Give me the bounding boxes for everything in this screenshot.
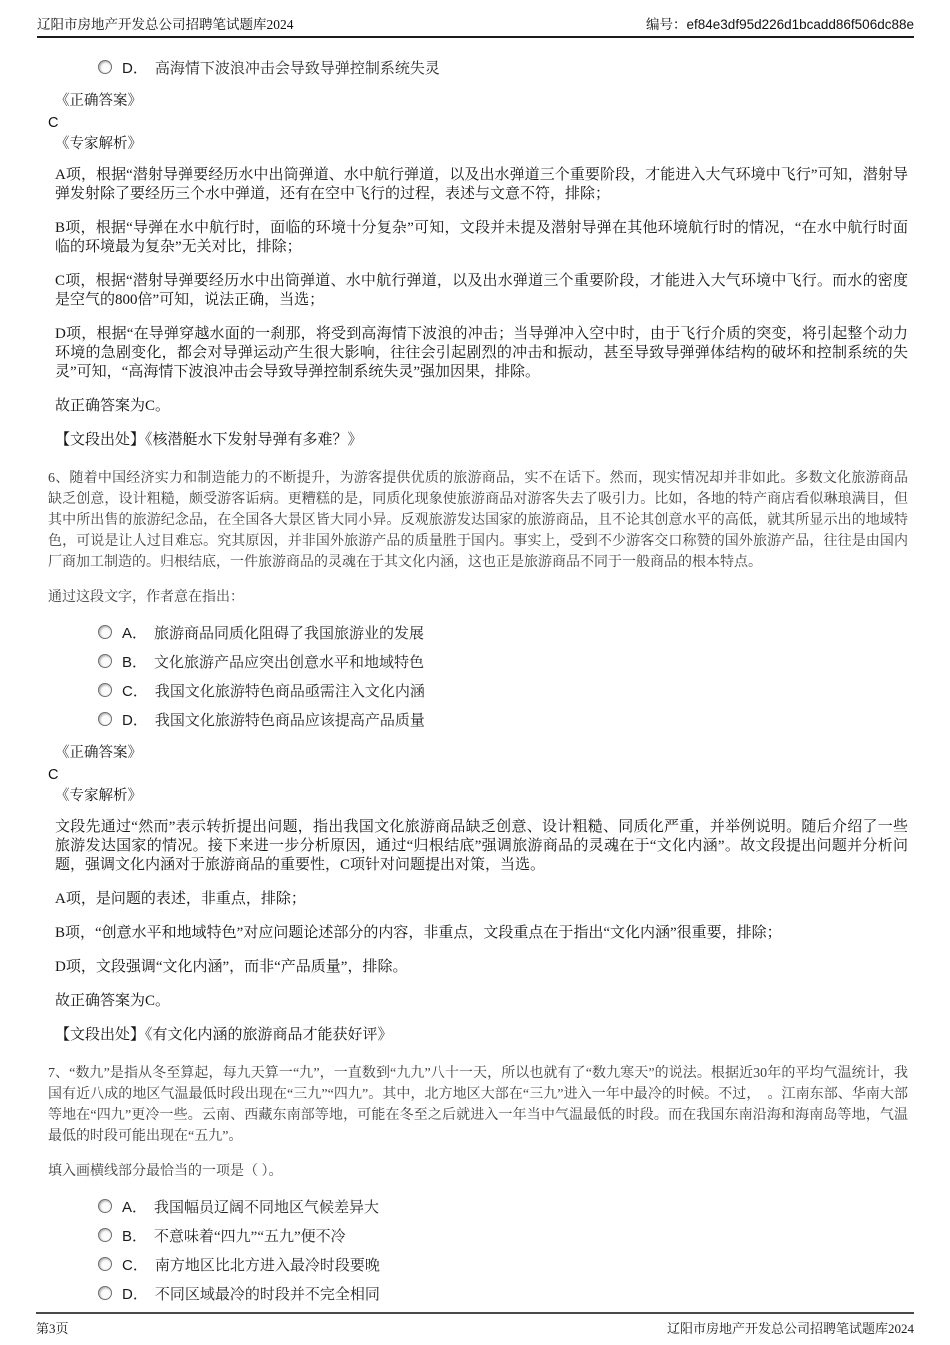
analysis-paragraph: C项，根据“潜射导弹要经历水中出筒弹道、水中航行弹道，以及出水弹道三个重要阶段，才能进入大气环境中飞行。而水的密度是空气的800倍”可知，说法正确，当选； [55, 273, 908, 308]
radio-button[interactable] [98, 625, 112, 639]
option-letter: C． [122, 682, 148, 700]
option-text: 不同区域最冷的时段并不完全相同 [154, 1286, 380, 1303]
correct-answer-value: C [48, 767, 59, 783]
option-letter: A． [122, 624, 148, 642]
radio-button[interactable] [98, 60, 112, 74]
header-code-value: ef84e3df95d226d1bcadd86f506dc88e [686, 17, 914, 32]
option-text: 高海情下波浪冲击会导致导弹控制系统失灵 [154, 60, 440, 77]
source-reference: 【文段出处】《有文化内涵的旅游商品才能获好评》 [55, 1027, 393, 1043]
analysis-paragraph: B项，根据“导弹在水中航行时，面临的环境十分复杂”可知，文段并未提及潜射导弹在其他环境航行时的情况，“在水中航行时面临的环境最为复杂”无关对比，排除； [55, 220, 908, 255]
conclusion-text: 故正确答案为C。 [55, 398, 171, 414]
header-title: 辽阳市房地产开发总公司招聘笔试题库2024 [37, 17, 294, 32]
question-5-section [48, 57, 908, 450]
page-number: 第3页 [36, 1321, 69, 1336]
question-stem: 6、随着中国经济实力和制造能力的不断提升，为游客提供优质的旅游商品，实不在话下。然而，现实情况却并非如此。多数文化旅游商品缺乏创意，设计粗糙，颇受游客诟病。更糟糕的是，同质化现象使旅游商品对游客失去了吸引力。比如，各地的特产商店看似琳琅满目，但其中所出售的旅游纪念品，在全国各大景区皆大同小异。反观旅游发达国家的旅游商品，且不论其创意水平的高低，就其所显示出的地域特色，可说是让人过目难忘。究其原因，并非国外旅游产品的质量胜于国内。事实上，受到不少游客交口称赞的国外旅游产品，往往是由国内厂商加工制造的。归根结底，一件旅游商品的灵魂在于其文化内涵，这也正是旅游商品不同于一般商品的根本特点。 [48, 471, 908, 570]
option-text: 我国幅员辽阔不同地区气候差异大 [154, 1199, 380, 1216]
q7-option-b-row[interactable] [98, 1225, 908, 1245]
option-letter: C． [122, 1256, 148, 1274]
option-letter: B． [122, 1227, 148, 1245]
expert-analysis-label: 《专家解析》 [55, 136, 142, 152]
q6-option-d-row[interactable] [98, 709, 908, 729]
q6-option-c-row[interactable] [98, 680, 908, 700]
option-letter: B． [122, 653, 148, 671]
page-footer [36, 1312, 914, 1337]
correct-answer-label: 《正确答案》 [55, 745, 142, 761]
expert-analysis-label: 《专家解析》 [55, 788, 142, 804]
radio-button[interactable] [98, 1286, 112, 1300]
question-stem: 7、“数九”是指从冬至算起，每九天算一“九”，一直数到“九九”八十一天，所以也就有了“数九寒天”的说法。根据近30年的平均气温统计，我国有近八成的地区气温最低时段出现在“三九”“四九”。其中，北方地区大部在“三九”进入一年中最冷的时候。不过， 。江南东部、华南大部等地在“四九”更冷一些。云南、西藏东南部等地，可能在冬至之后就进入一年当中气温最低的时段。而在我国东南沿海和海南岛等地，气温最低的时段可能出现在“五九”。 [48, 1066, 908, 1144]
question-6-section [48, 468, 908, 1045]
correct-answer-value: C [48, 115, 59, 131]
question-prompt: 通过这段文字，作者意在指出： [48, 590, 244, 605]
analysis-paragraph: A项，根据“潜射导弹要经历水中出筒弹道、水中航行弹道，以及出水弹道三个重要阶段，才能进入大气环境中飞行”可知，潜射导弹发射除了要经历三个水中弹道，还有在空中飞行的过程，表述与文意不符，排除； [55, 167, 908, 202]
option-text: 文化旅游产品应突出创意水平和地域特色 [154, 654, 425, 671]
document-body [48, 57, 908, 1303]
option-letter: D． [122, 59, 148, 77]
radio-button[interactable] [98, 1257, 112, 1271]
option-text: 我国文化旅游特色商品应该提高产品质量 [154, 712, 425, 729]
option-text: 旅游商品同质化阻碍了我国旅游业的发展 [154, 625, 425, 642]
footer-title: 辽阳市房地产开发总公司招聘笔试题库2024 [666, 1321, 914, 1336]
option-text: 南方地区比北方进入最冷时段要晚 [154, 1257, 380, 1274]
option-letter: A． [122, 1198, 148, 1216]
q6-option-a-row[interactable] [98, 622, 908, 642]
radio-button[interactable] [98, 1228, 112, 1242]
question-prompt: 填入画横线部分最恰当的一项是（ ）。 [48, 1164, 283, 1179]
radio-button[interactable] [98, 712, 112, 726]
correct-answer-label: 《正确答案》 [55, 93, 142, 109]
analysis-paragraph: 文段先通过“然而”表示转折提出问题，指出我国文化旅游商品缺乏创意、设计粗糙、同质化严重，并举例说明。随后介绍了一些旅游发达国家的情况。接下来进一步分析原因，通过“归根结底”强调旅游商品的灵魂在于“文化内涵”。故文段提出问题并分析问题，强调文化内涵对于旅游商品的重要性，C项针对问题提出对策，当选。 [55, 819, 908, 873]
radio-button[interactable] [98, 683, 112, 697]
option-letter: D． [122, 1285, 148, 1303]
question-7-section [48, 1063, 908, 1303]
conclusion-text: 故正确答案为C。 [55, 993, 171, 1009]
analysis-paragraph: B项，“创意水平和地域特色”对应问题论述部分的内容，非重点，文段重点在于指出“文化内涵”很重要，排除； [55, 925, 782, 941]
radio-button[interactable] [98, 654, 112, 668]
q7-option-c-row[interactable] [98, 1254, 908, 1274]
q6-option-b-row[interactable] [98, 651, 908, 671]
q5-option-d-row[interactable] [98, 57, 908, 77]
analysis-paragraph: A项，是问题的表述，非重点，排除； [55, 891, 306, 907]
analysis-paragraph: D项，根据“在导弹穿越水面的一刹那，将受到高海情下波浪的冲击；当导弹冲入空中时，由于飞行介质的突变，将引起整个动力环境的急剧变化，都会对导弹运动产生很大影响，往往会引起剧烈的冲击和振动，甚至导致导弹弹体结构的破坏和控制系统的失灵”可知，“高海情下波浪冲击会导致导弹控制系统失灵”强加因果，排除。 [55, 326, 908, 380]
header-code-label: 编号： [646, 17, 687, 32]
option-text: 我国文化旅游特色商品亟需注入文化内涵 [154, 683, 425, 700]
option-letter: D． [122, 711, 148, 729]
source-reference: 【文段出处】《核潜艇水下发射导弹有多难？》 [55, 432, 363, 448]
q7-option-a-row[interactable] [98, 1196, 908, 1216]
q7-option-d-row[interactable] [98, 1283, 908, 1303]
header-code [646, 13, 914, 33]
page-header [37, 0, 914, 38]
analysis-paragraph: D项，文段强调“文化内涵”，而非“产品质量”，排除。 [55, 959, 408, 975]
radio-button[interactable] [98, 1199, 112, 1213]
option-text: 不意味着“四九”“五九”便不冷 [154, 1228, 346, 1245]
